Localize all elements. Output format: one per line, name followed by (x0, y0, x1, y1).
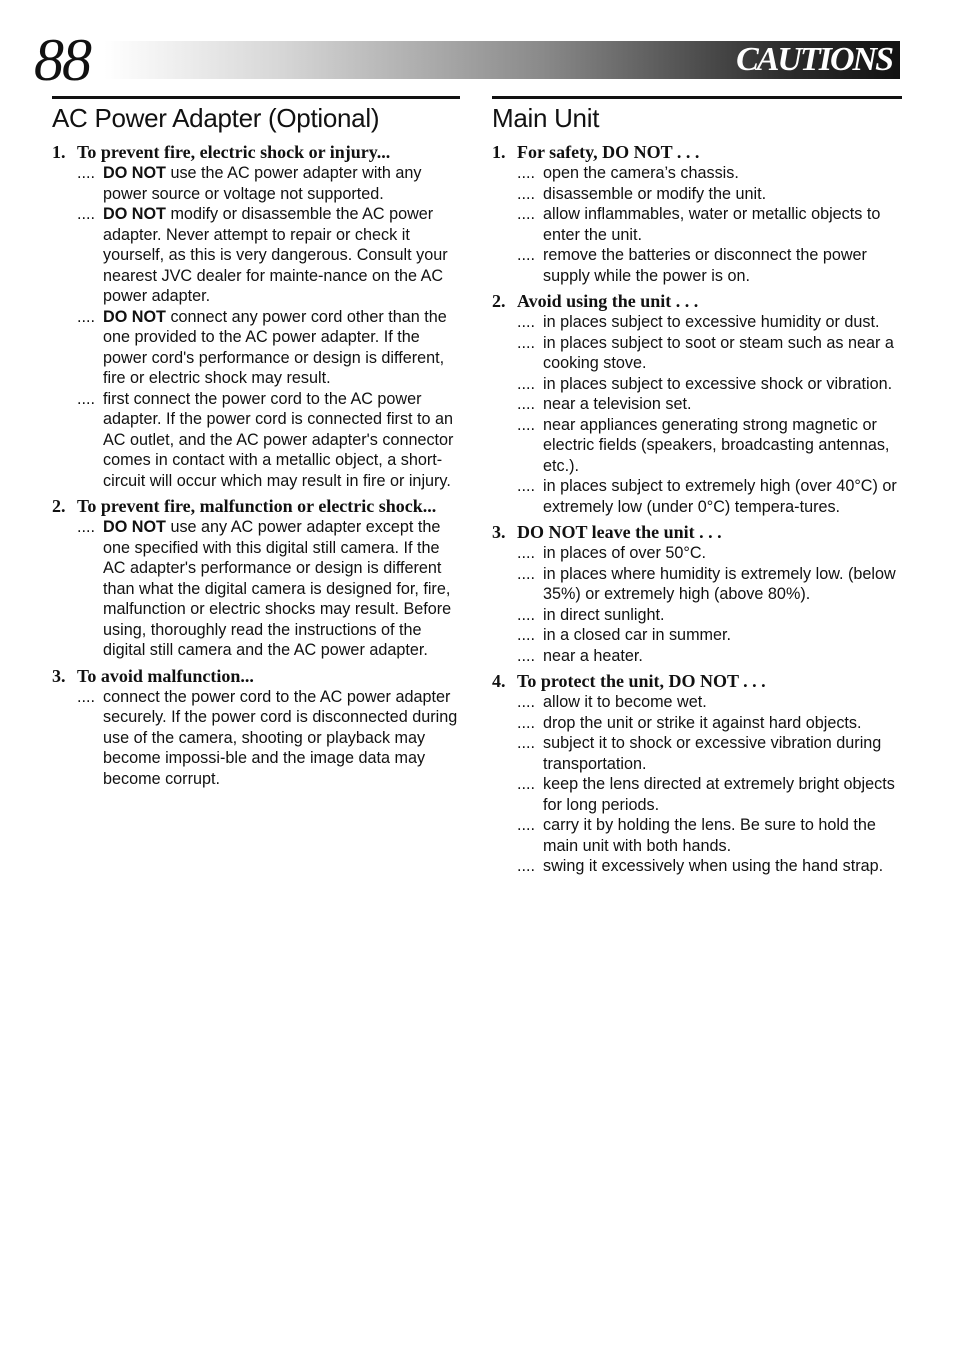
caution-item (52, 665, 460, 790)
caution-entry (492, 394, 902, 415)
entry-text (543, 476, 902, 517)
leader-dots: .... (77, 307, 95, 326)
entry-text (543, 245, 902, 286)
leader-dots: .... (517, 374, 535, 393)
caution-entry (52, 517, 460, 661)
entry-body: open the camera’s chassis. (543, 164, 739, 182)
leader-dots: .... (517, 775, 535, 793)
item-heading (52, 141, 460, 163)
caution-item (52, 495, 460, 661)
item-heading (492, 670, 902, 692)
entry-text (543, 374, 902, 395)
item-heading (52, 495, 460, 517)
entry-text (543, 625, 902, 646)
entry-body: swing it excessively when using the hand strap. (543, 857, 884, 875)
caution-entry (492, 245, 902, 286)
leader-dots: .... (517, 857, 535, 875)
leader-dots: .... (517, 605, 535, 624)
entry-body: connect any power cord other than the one provided to the AC power adapter. If the power cord's performance or design is different, fire or electric shock may result. (103, 307, 447, 387)
leader-dots: .... (517, 713, 535, 732)
leader-dots: .... (517, 646, 535, 665)
entry-body: use the AC power adapter with any power source or voltage not supported. (103, 164, 422, 203)
entry-text (543, 774, 902, 815)
caution-entry (492, 312, 902, 333)
item-heading (52, 665, 460, 687)
caution-entry (492, 163, 902, 184)
entry-text (543, 692, 902, 713)
section-title: Main Unit (492, 96, 902, 135)
entry-text (543, 646, 902, 667)
item-number: 1. (492, 142, 506, 162)
caution-entry (492, 476, 902, 517)
entry-body: carry it by holding the lens. Be sure to hold the main unit with both hands. (543, 816, 876, 855)
caution-entry (492, 564, 902, 605)
caution-groups (52, 141, 460, 789)
entry-body: allow inflammables, water or metallic objects to enter the unit. (543, 205, 881, 244)
item-title: For safety, DO NOT . . . (517, 142, 700, 162)
item-title: To prevent fire, electric shock or injury... (77, 142, 391, 162)
caution-entry (492, 625, 902, 646)
ac-power-adapter-section (52, 96, 460, 793)
entry-text (543, 733, 902, 774)
leader-dots: .... (517, 395, 535, 413)
do-not-emphasis: DO NOT (103, 307, 166, 326)
entry-text (103, 389, 460, 492)
entry-body: first connect the power cord to the AC power adapter. If the power cord is connected first to an AC outlet, and the AC power adapter's connector comes in contact with a metallic object, a short-circuit will occur which may result in fire or injury. (103, 389, 454, 490)
leader-dots: .... (517, 734, 535, 752)
entry-body: subject it to shock or excessive vibration during transportation. (543, 734, 882, 773)
item-title: DO NOT leave the unit . . . (517, 522, 722, 542)
entry-body: near appliances generating strong magnetic or electric fields (speakers, broadcasting antennas, etc.). (543, 415, 890, 475)
entry-text (543, 856, 902, 877)
leader-dots: .... (77, 164, 95, 182)
caution-entry (492, 713, 902, 734)
entry-body: modify or disassemble the AC power adapter. Never attempt to repair or check it yourself, as this is very dangerous. Consult your nearest JVC dealer for mainte-nance on the AC power adapter. (103, 205, 448, 305)
caution-groups (492, 141, 902, 877)
caution-item (492, 521, 902, 666)
entry-text (543, 204, 902, 245)
item-number: 4. (492, 671, 506, 691)
do-not-emphasis: DO NOT (103, 205, 166, 223)
leader-dots: .... (77, 687, 95, 706)
item-title: To avoid malfunction... (77, 665, 254, 686)
leader-dots: .... (517, 564, 535, 583)
leader-dots: .... (77, 389, 95, 408)
entry-text (543, 163, 902, 184)
entry-text (543, 564, 902, 605)
entry-text (543, 333, 902, 374)
entry-body: in places subject to excessive humidity or dust. (543, 313, 880, 331)
caution-entry (52, 307, 460, 389)
entry-text (543, 815, 902, 856)
leader-dots: .... (517, 693, 535, 711)
section-title: AC Power Adapter (Optional) (52, 96, 460, 135)
caution-entry (492, 774, 902, 815)
caution-entry (492, 856, 902, 877)
leader-dots: .... (517, 246, 535, 264)
caution-entry (492, 692, 902, 713)
leader-dots: .... (517, 205, 535, 223)
entry-body: drop the unit or strike it against hard objects. (543, 713, 862, 732)
entry-text (103, 163, 460, 204)
entry-body: connect the power cord to the AC power adapter securely. If the power cord is disconnected during use of the camera, shooting or playback may become impossi-ble and the image data may become corrupt. (103, 687, 458, 788)
leader-dots: .... (517, 184, 535, 203)
entry-body: remove the batteries or disconnect the power supply while the power is on. (543, 246, 867, 285)
leader-dots: .... (517, 626, 535, 644)
entry-text (103, 687, 460, 790)
caution-item (492, 290, 902, 517)
entry-body: in places where humidity is extremely low. (below 35%) or extremely high (above 80%). (543, 564, 896, 603)
caution-entry (492, 415, 902, 477)
leader-dots: .... (517, 164, 535, 182)
leader-dots: .... (517, 333, 535, 352)
do-not-emphasis: DO NOT (103, 164, 166, 182)
item-number: 2. (492, 291, 506, 311)
item-heading (492, 141, 902, 163)
entry-text (543, 543, 902, 564)
leader-dots: .... (77, 205, 95, 223)
entry-body: in a closed car in summer. (543, 626, 732, 644)
leader-dots: .... (517, 477, 535, 495)
entry-body: in places subject to soot or steam such as near a cooking stove. (543, 333, 894, 372)
do-not-emphasis: DO NOT (103, 518, 166, 536)
caution-entry (492, 815, 902, 856)
caution-entry (492, 543, 902, 564)
item-heading (492, 290, 902, 312)
page-title: CAUTIONS (736, 41, 892, 78)
caution-item (492, 670, 902, 877)
entry-body: use any AC power adapter except the one specified with this digital still camera. If the AC adapter's performance or design is different than what the digital camera is designed for, fire, malfunction or electric shocks may result. Before using, thoroughly read the instructions of the digital still camera and the AC power adapter. (103, 518, 452, 659)
caution-entry (492, 204, 902, 245)
item-number: 3. (52, 665, 66, 686)
leader-dots: .... (517, 816, 535, 834)
caution-entry (52, 687, 460, 790)
leader-dots: .... (517, 313, 535, 331)
entry-text (103, 517, 460, 661)
entry-body: in places subject to extremely high (over 40°C) or extremely low (under 0°C) tempera-tures. (543, 477, 897, 516)
item-number: 2. (52, 496, 66, 516)
caution-entry (492, 646, 902, 667)
item-title: To prevent fire, malfunction or electric shock... (77, 496, 437, 516)
caution-entry (492, 733, 902, 774)
entry-text (543, 312, 902, 333)
page-number: 88 (34, 27, 90, 93)
entry-body: keep the lens directed at extremely bright objects for long periods. (543, 775, 895, 814)
entry-body: near a heater. (543, 646, 643, 665)
entry-text (543, 184, 902, 205)
item-heading (492, 521, 902, 543)
item-title: To protect the unit, DO NOT . . . (517, 671, 766, 691)
entry-body: in places subject to excessive shock or vibration. (543, 374, 893, 393)
caution-entry (52, 163, 460, 204)
entry-body: in places of over 50°C. (543, 544, 707, 562)
leader-dots: .... (517, 544, 535, 562)
entry-body: in direct sunlight. (543, 605, 665, 624)
entry-text (103, 307, 460, 389)
entry-text (543, 415, 902, 477)
leader-dots: .... (517, 415, 535, 434)
entry-body: near a television set. (543, 395, 692, 413)
caution-item (492, 141, 902, 286)
entry-text (543, 394, 902, 415)
item-number: 1. (52, 142, 66, 162)
caution-entry (52, 389, 460, 492)
entry-body: disassemble or modify the unit. (543, 184, 767, 203)
caution-item (52, 141, 460, 491)
main-unit-section (492, 96, 902, 881)
caution-entry (492, 605, 902, 626)
caution-entry (492, 333, 902, 374)
item-number: 3. (492, 522, 506, 542)
caution-entry (492, 184, 902, 205)
entry-body: allow it to become wet. (543, 693, 707, 711)
entry-text (543, 605, 902, 626)
leader-dots: .... (77, 518, 95, 536)
item-title: Avoid using the unit . . . (517, 291, 699, 311)
entry-text (543, 713, 902, 734)
entry-text (103, 204, 460, 307)
caution-entry (52, 204, 460, 307)
caution-entry (492, 374, 902, 395)
header-bar (104, 41, 900, 79)
